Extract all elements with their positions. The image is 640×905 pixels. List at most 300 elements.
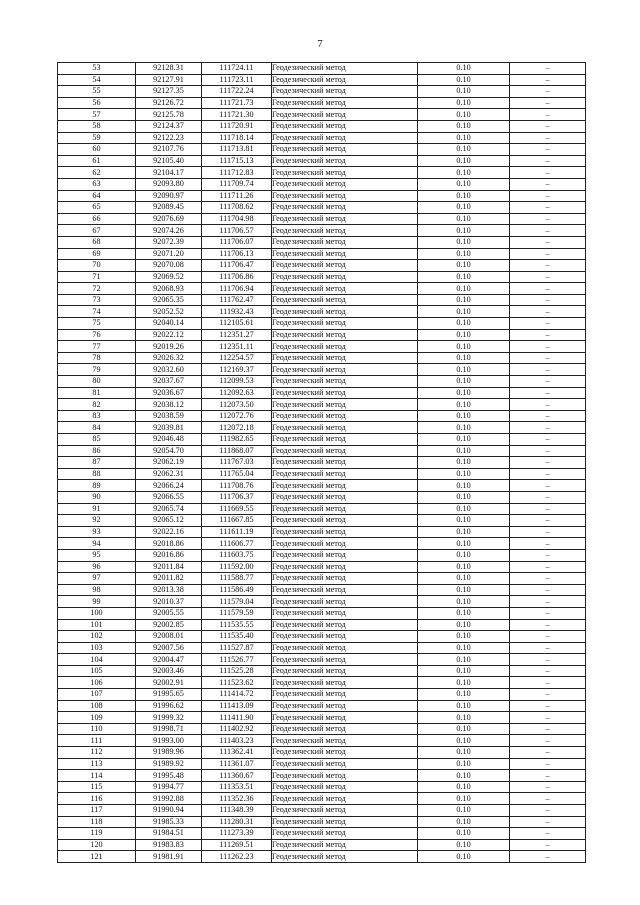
x-coordinate-cell: 92062.19 bbox=[136, 457, 202, 469]
method-cell: Геодезический метод bbox=[272, 63, 418, 75]
point-number-cell: 72 bbox=[58, 283, 136, 295]
method-cell: Геодезический метод bbox=[272, 86, 418, 98]
x-coordinate-cell: 92076.69 bbox=[136, 213, 202, 225]
point-number-cell: 94 bbox=[58, 538, 136, 550]
point-number-cell: 78 bbox=[58, 352, 136, 364]
table-row bbox=[58, 619, 586, 631]
x-coordinate-cell: 92105.40 bbox=[136, 155, 202, 167]
table-row bbox=[58, 770, 586, 782]
table-row bbox=[58, 851, 586, 863]
error-cell: 0.10 bbox=[418, 735, 510, 747]
table-row bbox=[58, 758, 586, 770]
y-coordinate-cell: 111414.72 bbox=[202, 689, 272, 701]
method-cell: Геодезический метод bbox=[272, 619, 418, 631]
error-cell: 0.10 bbox=[418, 352, 510, 364]
note-cell: – bbox=[510, 596, 586, 608]
x-coordinate-cell: 92127.91 bbox=[136, 74, 202, 86]
y-coordinate-cell: 112073.50 bbox=[202, 399, 272, 411]
method-cell: Геодезический метод bbox=[272, 468, 418, 480]
note-cell: – bbox=[510, 619, 586, 631]
table-row bbox=[58, 480, 586, 492]
x-coordinate-cell: 91990.94 bbox=[136, 805, 202, 817]
y-coordinate-cell: 111360.67 bbox=[202, 770, 272, 782]
error-cell: 0.10 bbox=[418, 619, 510, 631]
y-coordinate-cell: 111348.39 bbox=[202, 805, 272, 817]
point-number-cell: 67 bbox=[58, 225, 136, 237]
x-coordinate-cell: 92036.67 bbox=[136, 387, 202, 399]
table-row bbox=[58, 538, 586, 550]
point-number-cell: 87 bbox=[58, 457, 136, 469]
note-cell: – bbox=[510, 318, 586, 330]
table-row bbox=[58, 805, 586, 817]
x-coordinate-cell: 92093.80 bbox=[136, 178, 202, 190]
x-coordinate-cell: 92004.47 bbox=[136, 654, 202, 666]
point-number-cell: 55 bbox=[58, 86, 136, 98]
table-row bbox=[58, 677, 586, 689]
error-cell: 0.10 bbox=[418, 329, 510, 341]
method-cell: Геодезический метод bbox=[272, 526, 418, 538]
error-cell: 0.10 bbox=[418, 225, 510, 237]
y-coordinate-cell: 111579.59 bbox=[202, 607, 272, 619]
method-cell: Геодезический метод bbox=[272, 457, 418, 469]
table-row bbox=[58, 793, 586, 805]
point-number-cell: 97 bbox=[58, 573, 136, 585]
method-cell: Геодезический метод bbox=[272, 816, 418, 828]
point-number-cell: 108 bbox=[58, 700, 136, 712]
method-cell: Геодезический метод bbox=[272, 607, 418, 619]
y-coordinate-cell: 111765.04 bbox=[202, 468, 272, 480]
method-cell: Геодезический метод bbox=[272, 364, 418, 376]
y-coordinate-cell: 111713.81 bbox=[202, 144, 272, 156]
y-coordinate-cell: 111669.55 bbox=[202, 503, 272, 515]
y-coordinate-cell: 111361.07 bbox=[202, 758, 272, 770]
method-cell: Геодезический метод bbox=[272, 573, 418, 585]
point-number-cell: 103 bbox=[58, 642, 136, 654]
note-cell: – bbox=[510, 144, 586, 156]
method-cell: Геодезический метод bbox=[272, 851, 418, 863]
point-number-cell: 70 bbox=[58, 260, 136, 272]
x-coordinate-cell: 92038.59 bbox=[136, 410, 202, 422]
point-number-cell: 90 bbox=[58, 491, 136, 503]
table-row bbox=[58, 665, 586, 677]
method-cell: Геодезический метод bbox=[272, 642, 418, 654]
error-cell: 0.10 bbox=[418, 781, 510, 793]
y-coordinate-cell: 111667.85 bbox=[202, 515, 272, 527]
point-number-cell: 100 bbox=[58, 607, 136, 619]
error-cell: 0.10 bbox=[418, 816, 510, 828]
point-number-cell: 93 bbox=[58, 526, 136, 538]
y-coordinate-cell: 111413.09 bbox=[202, 700, 272, 712]
error-cell: 0.10 bbox=[418, 202, 510, 214]
x-coordinate-cell: 92008.01 bbox=[136, 631, 202, 643]
table-row bbox=[58, 120, 586, 132]
error-cell: 0.10 bbox=[418, 584, 510, 596]
table-row bbox=[58, 526, 586, 538]
y-coordinate-cell: 111721.30 bbox=[202, 109, 272, 121]
y-coordinate-cell: 112169.37 bbox=[202, 364, 272, 376]
y-coordinate-cell: 111932.43 bbox=[202, 306, 272, 318]
note-cell: – bbox=[510, 213, 586, 225]
method-cell: Геодезический метод bbox=[272, 178, 418, 190]
y-coordinate-cell: 111611.19 bbox=[202, 526, 272, 538]
point-number-cell: 112 bbox=[58, 747, 136, 759]
y-coordinate-cell: 111706.94 bbox=[202, 283, 272, 295]
table-row bbox=[58, 294, 586, 306]
error-cell: 0.10 bbox=[418, 607, 510, 619]
note-cell: – bbox=[510, 86, 586, 98]
note-cell: – bbox=[510, 584, 586, 596]
error-cell: 0.10 bbox=[418, 294, 510, 306]
table-row bbox=[58, 747, 586, 759]
y-coordinate-cell: 111411.90 bbox=[202, 712, 272, 724]
x-coordinate-cell: 91992.88 bbox=[136, 793, 202, 805]
table-row bbox=[58, 63, 586, 75]
point-number-cell: 68 bbox=[58, 236, 136, 248]
table-row bbox=[58, 97, 586, 109]
method-cell: Геодезический метод bbox=[272, 434, 418, 446]
point-number-cell: 54 bbox=[58, 74, 136, 86]
y-coordinate-cell: 112105.61 bbox=[202, 318, 272, 330]
y-coordinate-cell: 111527.87 bbox=[202, 642, 272, 654]
note-cell: – bbox=[510, 607, 586, 619]
x-coordinate-cell: 92013.38 bbox=[136, 584, 202, 596]
error-cell: 0.10 bbox=[418, 109, 510, 121]
error-cell: 0.10 bbox=[418, 410, 510, 422]
x-coordinate-cell: 92003.46 bbox=[136, 665, 202, 677]
y-coordinate-cell: 111762.47 bbox=[202, 294, 272, 306]
note-cell: – bbox=[510, 422, 586, 434]
x-coordinate-cell: 92005.55 bbox=[136, 607, 202, 619]
table-row bbox=[58, 689, 586, 701]
x-coordinate-cell: 92054.70 bbox=[136, 445, 202, 457]
table-row bbox=[58, 283, 586, 295]
y-coordinate-cell: 111704.98 bbox=[202, 213, 272, 225]
error-cell: 0.10 bbox=[418, 689, 510, 701]
table-row bbox=[58, 607, 586, 619]
error-cell: 0.10 bbox=[418, 155, 510, 167]
point-number-cell: 102 bbox=[58, 631, 136, 643]
note-cell: – bbox=[510, 167, 586, 179]
point-number-cell: 107 bbox=[58, 689, 136, 701]
table-row bbox=[58, 573, 586, 585]
error-cell: 0.10 bbox=[418, 654, 510, 666]
method-cell: Геодезический метод bbox=[272, 781, 418, 793]
x-coordinate-cell: 92089.45 bbox=[136, 202, 202, 214]
y-coordinate-cell: 111403.23 bbox=[202, 735, 272, 747]
x-coordinate-cell: 92037.67 bbox=[136, 376, 202, 388]
method-cell: Геодезический метод bbox=[272, 770, 418, 782]
point-number-cell: 110 bbox=[58, 723, 136, 735]
point-number-cell: 119 bbox=[58, 828, 136, 840]
table-row bbox=[58, 271, 586, 283]
x-coordinate-cell: 91994.77 bbox=[136, 781, 202, 793]
x-coordinate-cell: 92052.52 bbox=[136, 306, 202, 318]
table-row bbox=[58, 225, 586, 237]
point-number-cell: 91 bbox=[58, 503, 136, 515]
note-cell: – bbox=[510, 839, 586, 851]
table-row bbox=[58, 202, 586, 214]
point-number-cell: 88 bbox=[58, 468, 136, 480]
x-coordinate-cell: 91999.32 bbox=[136, 712, 202, 724]
table-row bbox=[58, 445, 586, 457]
method-cell: Геодезический метод bbox=[272, 445, 418, 457]
point-number-cell: 104 bbox=[58, 654, 136, 666]
note-cell: – bbox=[510, 434, 586, 446]
x-coordinate-cell: 92104.17 bbox=[136, 167, 202, 179]
method-cell: Геодезический метод bbox=[272, 306, 418, 318]
x-coordinate-cell: 92070.08 bbox=[136, 260, 202, 272]
note-cell: – bbox=[510, 294, 586, 306]
method-cell: Геодезический метод bbox=[272, 712, 418, 724]
y-coordinate-cell: 111718.14 bbox=[202, 132, 272, 144]
table-row bbox=[58, 86, 586, 98]
point-number-cell: 62 bbox=[58, 167, 136, 179]
error-cell: 0.10 bbox=[418, 677, 510, 689]
x-coordinate-cell: 92127.35 bbox=[136, 86, 202, 98]
method-cell: Геодезический метод bbox=[272, 491, 418, 503]
y-coordinate-cell: 111352.36 bbox=[202, 793, 272, 805]
note-cell: – bbox=[510, 561, 586, 573]
note-cell: – bbox=[510, 770, 586, 782]
note-cell: – bbox=[510, 816, 586, 828]
method-cell: Геодезический метод bbox=[272, 689, 418, 701]
note-cell: – bbox=[510, 538, 586, 550]
error-cell: 0.10 bbox=[418, 665, 510, 677]
method-cell: Геодезический метод bbox=[272, 294, 418, 306]
x-coordinate-cell: 91985.33 bbox=[136, 816, 202, 828]
note-cell: – bbox=[510, 352, 586, 364]
point-number-cell: 58 bbox=[58, 120, 136, 132]
error-cell: 0.10 bbox=[418, 248, 510, 260]
point-number-cell: 71 bbox=[58, 271, 136, 283]
x-coordinate-cell: 92072.39 bbox=[136, 236, 202, 248]
table-row bbox=[58, 457, 586, 469]
method-cell: Геодезический метод bbox=[272, 805, 418, 817]
method-cell: Геодезический метод bbox=[272, 665, 418, 677]
point-number-cell: 65 bbox=[58, 202, 136, 214]
table-row bbox=[58, 318, 586, 330]
point-number-cell: 92 bbox=[58, 515, 136, 527]
table-row bbox=[58, 828, 586, 840]
error-cell: 0.10 bbox=[418, 770, 510, 782]
y-coordinate-cell: 111767.03 bbox=[202, 457, 272, 469]
note-cell: – bbox=[510, 480, 586, 492]
error-cell: 0.10 bbox=[418, 178, 510, 190]
x-coordinate-cell: 92011.82 bbox=[136, 573, 202, 585]
table-row bbox=[58, 132, 586, 144]
y-coordinate-cell: 111526.77 bbox=[202, 654, 272, 666]
point-number-cell: 83 bbox=[58, 410, 136, 422]
method-cell: Геодезический метод bbox=[272, 341, 418, 353]
table-row bbox=[58, 596, 586, 608]
table-row bbox=[58, 781, 586, 793]
x-coordinate-cell: 92010.37 bbox=[136, 596, 202, 608]
error-cell: 0.10 bbox=[418, 631, 510, 643]
point-number-cell: 56 bbox=[58, 97, 136, 109]
error-cell: 0.10 bbox=[418, 828, 510, 840]
table-row bbox=[58, 387, 586, 399]
point-number-cell: 105 bbox=[58, 665, 136, 677]
point-number-cell: 99 bbox=[58, 596, 136, 608]
y-coordinate-cell: 112072.18 bbox=[202, 422, 272, 434]
y-coordinate-cell: 111715.13 bbox=[202, 155, 272, 167]
x-coordinate-cell: 92069.52 bbox=[136, 271, 202, 283]
table-row bbox=[58, 260, 586, 272]
error-cell: 0.10 bbox=[418, 97, 510, 109]
point-number-cell: 120 bbox=[58, 839, 136, 851]
note-cell: – bbox=[510, 828, 586, 840]
point-number-cell: 117 bbox=[58, 805, 136, 817]
note-cell: – bbox=[510, 178, 586, 190]
x-coordinate-cell: 92026.32 bbox=[136, 352, 202, 364]
table-row bbox=[58, 178, 586, 190]
x-coordinate-cell: 91984.51 bbox=[136, 828, 202, 840]
table-row bbox=[58, 74, 586, 86]
method-cell: Геодезический метод bbox=[272, 329, 418, 341]
note-cell: – bbox=[510, 781, 586, 793]
x-coordinate-cell: 92019.26 bbox=[136, 341, 202, 353]
method-cell: Геодезический метод bbox=[272, 271, 418, 283]
method-cell: Геодезический метод bbox=[272, 631, 418, 643]
note-cell: – bbox=[510, 399, 586, 411]
error-cell: 0.10 bbox=[418, 364, 510, 376]
x-coordinate-cell: 92007.56 bbox=[136, 642, 202, 654]
x-coordinate-cell: 92022.12 bbox=[136, 329, 202, 341]
method-cell: Геодезический метод bbox=[272, 144, 418, 156]
error-cell: 0.10 bbox=[418, 503, 510, 515]
error-cell: 0.10 bbox=[418, 341, 510, 353]
y-coordinate-cell: 111711.26 bbox=[202, 190, 272, 202]
x-coordinate-cell: 92002.91 bbox=[136, 677, 202, 689]
method-cell: Геодезический метод bbox=[272, 793, 418, 805]
error-cell: 0.10 bbox=[418, 851, 510, 863]
x-coordinate-cell: 92074.26 bbox=[136, 225, 202, 237]
y-coordinate-cell: 111535.55 bbox=[202, 619, 272, 631]
method-cell: Геодезический метод bbox=[272, 120, 418, 132]
error-cell: 0.10 bbox=[418, 376, 510, 388]
error-cell: 0.10 bbox=[418, 318, 510, 330]
error-cell: 0.10 bbox=[418, 167, 510, 179]
y-coordinate-cell: 111712.83 bbox=[202, 167, 272, 179]
table-row bbox=[58, 410, 586, 422]
method-cell: Геодезический метод bbox=[272, 747, 418, 759]
x-coordinate-cell: 92065.74 bbox=[136, 503, 202, 515]
error-cell: 0.10 bbox=[418, 120, 510, 132]
error-cell: 0.10 bbox=[418, 422, 510, 434]
error-cell: 0.10 bbox=[418, 758, 510, 770]
note-cell: – bbox=[510, 236, 586, 248]
y-coordinate-cell: 111708.62 bbox=[202, 202, 272, 214]
x-coordinate-cell: 92124.37 bbox=[136, 120, 202, 132]
x-coordinate-cell: 92107.76 bbox=[136, 144, 202, 156]
error-cell: 0.10 bbox=[418, 839, 510, 851]
note-cell: – bbox=[510, 63, 586, 75]
method-cell: Геодезический метод bbox=[272, 735, 418, 747]
method-cell: Геодезический метод bbox=[272, 132, 418, 144]
note-cell: – bbox=[510, 457, 586, 469]
y-coordinate-cell: 111706.47 bbox=[202, 260, 272, 272]
error-cell: 0.10 bbox=[418, 387, 510, 399]
error-cell: 0.10 bbox=[418, 271, 510, 283]
note-cell: – bbox=[510, 491, 586, 503]
method-cell: Геодезический метод bbox=[272, 723, 418, 735]
y-coordinate-cell: 111706.13 bbox=[202, 248, 272, 260]
note-cell: – bbox=[510, 468, 586, 480]
x-coordinate-cell: 91989.96 bbox=[136, 747, 202, 759]
point-number-cell: 66 bbox=[58, 213, 136, 225]
y-coordinate-cell: 112099.53 bbox=[202, 376, 272, 388]
method-cell: Геодезический метод bbox=[272, 283, 418, 295]
error-cell: 0.10 bbox=[418, 747, 510, 759]
point-number-cell: 77 bbox=[58, 341, 136, 353]
table-row bbox=[58, 434, 586, 446]
y-coordinate-cell: 111579.04 bbox=[202, 596, 272, 608]
page-number: 7 bbox=[317, 38, 323, 50]
method-cell: Геодезический метод bbox=[272, 213, 418, 225]
error-cell: 0.10 bbox=[418, 63, 510, 75]
x-coordinate-cell: 92002.85 bbox=[136, 619, 202, 631]
x-coordinate-cell: 91981.91 bbox=[136, 851, 202, 863]
y-coordinate-cell: 112351.27 bbox=[202, 329, 272, 341]
error-cell: 0.10 bbox=[418, 480, 510, 492]
error-cell: 0.10 bbox=[418, 573, 510, 585]
error-cell: 0.10 bbox=[418, 434, 510, 446]
y-coordinate-cell: 111982.65 bbox=[202, 434, 272, 446]
table-row bbox=[58, 399, 586, 411]
point-number-cell: 81 bbox=[58, 387, 136, 399]
note-cell: – bbox=[510, 515, 586, 527]
method-cell: Геодезический метод bbox=[272, 318, 418, 330]
error-cell: 0.10 bbox=[418, 700, 510, 712]
point-number-cell: 75 bbox=[58, 318, 136, 330]
point-number-cell: 80 bbox=[58, 376, 136, 388]
x-coordinate-cell: 92125.78 bbox=[136, 109, 202, 121]
point-number-cell: 59 bbox=[58, 132, 136, 144]
x-coordinate-cell: 91989.92 bbox=[136, 758, 202, 770]
table-row bbox=[58, 491, 586, 503]
x-coordinate-cell: 92039.81 bbox=[136, 422, 202, 434]
point-number-cell: 61 bbox=[58, 155, 136, 167]
method-cell: Геодезический метод bbox=[272, 515, 418, 527]
error-cell: 0.10 bbox=[418, 86, 510, 98]
table-row bbox=[58, 213, 586, 225]
method-cell: Геодезический метод bbox=[272, 97, 418, 109]
error-cell: 0.10 bbox=[418, 468, 510, 480]
error-cell: 0.10 bbox=[418, 236, 510, 248]
error-cell: 0.10 bbox=[418, 260, 510, 272]
note-cell: – bbox=[510, 341, 586, 353]
note-cell: – bbox=[510, 97, 586, 109]
x-coordinate-cell: 91998.71 bbox=[136, 723, 202, 735]
note-cell: – bbox=[510, 410, 586, 422]
table-row bbox=[58, 155, 586, 167]
error-cell: 0.10 bbox=[418, 515, 510, 527]
table-row bbox=[58, 654, 586, 666]
y-coordinate-cell: 111721.73 bbox=[202, 97, 272, 109]
method-cell: Геодезический метод bbox=[272, 376, 418, 388]
note-cell: – bbox=[510, 549, 586, 561]
note-cell: – bbox=[510, 260, 586, 272]
table-row bbox=[58, 190, 586, 202]
method-cell: Геодезический метод bbox=[272, 839, 418, 851]
error-cell: 0.10 bbox=[418, 457, 510, 469]
point-number-cell: 121 bbox=[58, 851, 136, 863]
coordinates-table bbox=[57, 62, 586, 863]
method-cell: Геодезический метод bbox=[272, 677, 418, 689]
y-coordinate-cell: 111706.86 bbox=[202, 271, 272, 283]
note-cell: – bbox=[510, 631, 586, 643]
x-coordinate-cell: 92046.48 bbox=[136, 434, 202, 446]
